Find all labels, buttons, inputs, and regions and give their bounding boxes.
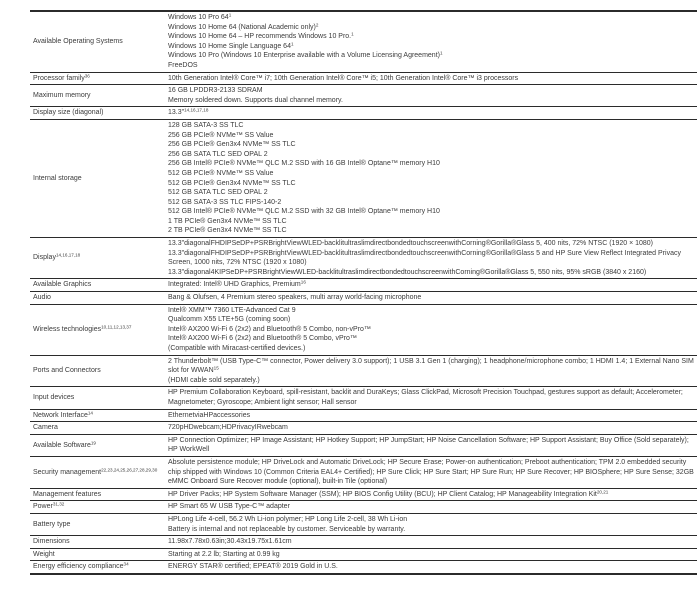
spec-label: Internal storage (33, 174, 82, 182)
spec-value-line: 1 TB PCIe® Gen3x4 NVMe™ SS TLC (168, 217, 287, 225)
spec-value-line: HP Connection Optimizer; HP Image Assistant; HP Hotkey Support; HP JumpStart; HP Noise Cancellation Software; HP Support Assistant; Buy Office (Sold separately); HP WorkWell (168, 436, 689, 454)
spec-value-line: 256 GB PCIe® NVMe™ SS Value (168, 131, 274, 139)
spec-value-line: Integrated: Intel® UHD Graphics, Premium$^{16}$ (168, 279, 306, 289)
footnote-superscript: 19 (90, 440, 96, 446)
spec-label: Audio (33, 294, 51, 302)
spec-row (30, 291, 697, 304)
spec-row (30, 409, 697, 422)
spec-row (30, 560, 697, 573)
spec-value-line: 13.3"$^{14,16,17,18}$ (168, 107, 209, 117)
spec-value-line: HP Premium Collaboration Keyboard, spill-resistant, backlit and DuraKeys; Glass ClickPad, Microsoft Precision Touchpad, gestures support as default; Accelerometer; Magnetometer; Gyroscope; Ambient light sensor; Hall sensor (168, 389, 683, 406)
footnote-superscript: 16 (300, 279, 306, 285)
spec-label: Camera (33, 424, 58, 432)
spec-value-line: Bang & Olufsen, 4 Premium stereo speakers, multi array world-facing microphone (168, 294, 422, 302)
spec-value-line: 256 GB Intel® PCIe® NVMe™ QLC M.2 SSD with 16 GB Intel® Optane™ memory H10 (168, 160, 440, 168)
spec-label: Ports and Connectors (33, 367, 101, 375)
spec-value-line: HPLong Life 4-cell, 56.2 Wh Li-ion polymer; HP Long Life 2-cell, 38 Wh Li-ion (168, 515, 408, 523)
footnote-superscript: 1 (439, 50, 443, 56)
spec-label: Available Operating Systems (33, 37, 123, 45)
spec-label: Battery type (33, 520, 71, 528)
spec-value-line: 512 GB PCIe® Gen3x4 NVMe™ SS TLC (168, 179, 296, 187)
footnote-superscript: 1 (228, 12, 232, 18)
footnote-superscript: 20,21 (596, 489, 609, 495)
spec-value-line: Intel® XMM™ 7360 LTE-Advanced Cat 9 (168, 306, 296, 314)
spec-row (30, 278, 697, 291)
spec-value-line: Starting at 2.2 lb; Starting at 0.99 kg (168, 550, 280, 558)
spec-value-line: Windows 10 Home Single Language $64^1$ (168, 41, 294, 50)
spec-value-line: Windows 10 Pro (Windows 10 Enterprise available with a Volume Licensing Agreement)$^1$ (168, 50, 443, 60)
footnote-superscript: 14 (87, 410, 93, 416)
spec-values (168, 490, 697, 500)
spec-value-line: (Compatible with Miracast-certified devices.) (168, 345, 306, 352)
spec-values (168, 306, 697, 354)
footnote-superscript: 1 (351, 31, 354, 37)
spec-row (30, 355, 697, 387)
spec-value-line: HP Driver Packs; HP System Software Manager (SSM); HP BIOS Config Utility (BCU); HP Client Catalog; HP Manageability Integration Kit$^{20,21}$ (168, 489, 609, 498)
spec-label: Network Interface$^{14}$ (33, 410, 93, 419)
spec-values (168, 293, 697, 303)
footnote-superscript: 34 (123, 561, 129, 567)
spec-row (30, 488, 697, 501)
spec-value-line: EthernetviaHPaccessories (168, 411, 251, 419)
spec-value-line: 2 TB PCIe® Gen3x4 NVMe™ SS TLC (168, 227, 287, 235)
spec-row (30, 513, 697, 535)
spec-row (30, 304, 697, 355)
spec-values (168, 458, 697, 487)
spec-value-line: 2 Thunderbolt™ (USB Type-C™ connector, Power delivery 3.0 support); 1 USB 3.1 Gen 1 (charging); 1 headphone/microphone combo; 1 HDMI 1.4; 1 External Nano SIM slot for WWAN$^{15}$ (168, 357, 694, 375)
spec-table (30, 10, 697, 575)
spec-values (168, 388, 697, 407)
spec-label: Available Software$^{19}$ (33, 440, 96, 449)
spec-value-line: Intel® AX200 Wi-Fi 6 (2x2) and Bluetooth® 5 Combo, vPro™ (168, 335, 357, 343)
spec-value-line: 11.98x7.78x0.63in;30.43x19.75x1.61cm (168, 538, 292, 546)
spec-label: Dimensions (33, 538, 70, 546)
spec-value-line: HP Smart 65 W USB Type-C™ adapter (168, 503, 290, 511)
spec-values (168, 502, 697, 512)
spec-value-line: (HDMI cable sold separately.) (168, 376, 260, 384)
spec-values (168, 515, 697, 534)
spec-label: Processor family$^{36}$ (33, 73, 90, 82)
spec-label: Energy efficiency compliance$^{34}$ (33, 561, 129, 571)
spec-values (168, 550, 697, 560)
spec-values (168, 423, 697, 433)
spec-row (30, 12, 697, 72)
spec-value-line: FreeDOS (168, 61, 198, 69)
spec-value-line: 13.3"diagonalFHDIPSeDP+PSRBrightViewWLED-backlitultraslimdirectbondedtouchscreenwithCorning®Gorilla®Glass 5 and HP Sure View Reflect Integrated Privacy Screen, 1000 nits, 72% NTSC (1920 x 1080) (168, 249, 681, 267)
spec-values (168, 86, 697, 105)
spec-values (168, 436, 697, 455)
footnote-superscript: 15 (213, 365, 219, 371)
spec-row (30, 456, 697, 488)
spec-value-line: Intel® AX200 Wi-Fi 6 (2x2) and Bluetooth® 5 Combo, non-vPro™ (168, 325, 371, 333)
footnote-superscript: 1 (290, 41, 294, 47)
spec-row (30, 500, 697, 513)
spec-row (30, 84, 697, 106)
spec-value-line: ENERGY STAR® certified; EPEAT® 2019 Gold in U.S. (168, 563, 338, 571)
footnote-superscript: 2 (315, 22, 319, 28)
spec-value-line: Qualcomm X55 LTE+5G (coming soon) (168, 316, 291, 324)
spec-label: Input devices (33, 394, 75, 402)
spec-value-line: Battery is internal and not replaceable by customer. Serviceable by warranty. (168, 525, 406, 533)
spec-value-line: 16 GB LPDDR3-2133 SDRAM (168, 87, 263, 95)
spec-value-line: 512 GB SATA-3 SS TLC FIPS-140-2 (168, 198, 282, 206)
spec-row (30, 548, 697, 561)
spec-values (168, 411, 697, 421)
spec-row (30, 237, 697, 278)
spec-value-line: 512 GB PCIe® NVMe™ SS Value (168, 169, 274, 177)
spec-value-line: 13.3"diagonal4KIPSeDP+PSRBrightViewWLED-backlitultraslimdirectbondedtouchscreenwithCorning®Gorilla®Glass 5, 550 nits, 95% sRGB (3840 x 2160) (168, 268, 647, 276)
spec-values (168, 357, 697, 386)
spec-value-line: Memory soldered down. Supports dual channel memory. (168, 96, 343, 104)
spec-value-line: 256 GB PCIe® Gen3x4 NVMe™ SS TLC (168, 141, 296, 149)
spec-row (30, 535, 697, 548)
spec-row (30, 386, 697, 408)
footnote-superscript: 31,32 (52, 501, 65, 507)
spec-label: Management features (33, 490, 102, 498)
spec-values (168, 13, 697, 71)
spec-value-line: 13.3"diagonalFHDIPSeDP+PSRBrightViewWLED-backlitultraslimdirectbondedtouchscreenwithCorning®Gorilla®Glass 5, 400 nits, 72% NTSC (1920 × 1080) (168, 240, 654, 248)
spec-values (168, 108, 697, 118)
spec-row (30, 434, 697, 456)
spec-row (30, 106, 697, 119)
spec-label: Display$^{14,16,17,18}$ (33, 252, 81, 262)
spec-label: Maximum memory (33, 91, 91, 99)
spec-values (168, 562, 697, 572)
footnote-superscript: 14,16,17,18 (184, 107, 209, 113)
spec-values (168, 537, 697, 547)
spec-value-line: 512 GB SATA TLC SED OPAL 2 (168, 189, 268, 197)
spec-row (30, 72, 697, 85)
spec-label: Display size (diagonal) (33, 109, 104, 117)
footnote-superscript: 36 (84, 73, 90, 79)
footnote-superscript: 22,23,24,25,26,27,28,29,30 (101, 467, 158, 473)
spec-values (168, 239, 697, 277)
spec-values (168, 280, 697, 290)
spec-value-line: Windows 10 Home 64 – HP recommends Windows 10 Pro.$^1$ (168, 31, 354, 41)
spec-value-line: 720pHDwebcam;HDPrivacyIRwebcam (168, 424, 288, 432)
spec-label: Available Graphics (33, 281, 92, 289)
spec-value-line: 256 GB SATA TLC SED OPAL 2 (168, 150, 268, 158)
spec-value-line: Absolute persistence module; HP DriveLock and Automatic DriveLock; HP Secure Erase; Power-on authentication; Preboot authentication; TPM 2.0 embedded security chip shipped with Windows 10 (Common Criteria EAL4+ Certified); HP Sure Click; HP Sure Start; HP Sure Run; HP Sure Recover; HP BIOSphere; HP Sure Sense; 32GB eMMC Onboard Sure Recover module (optional), built-in Tile (optional) (168, 458, 694, 486)
spec-row (30, 119, 697, 237)
spec-value-line: Windows 10 Pro $64^1$ (168, 12, 232, 21)
spec-label: Wireless technologies$^{10,11,12,13,37}$ (33, 324, 132, 333)
footnote-superscript: 10,11,12,13,37 (101, 324, 132, 330)
spec-values (168, 74, 697, 84)
spec-values (168, 121, 697, 236)
spec-label: Power$^{31,32}$ (33, 501, 65, 511)
footnote-superscript: 14,16,17,18 (55, 252, 81, 258)
spec-value-line: Windows 10 Home 64 (National Academic only)$^2$ (168, 22, 319, 31)
spec-row (30, 421, 697, 434)
spec-value-line: 10th Generation Intel® Core™ i7; 10th Generation Intel® Core™ i5; 10th Generation Intel® Core™ i3 processors (168, 74, 519, 82)
spec-value-line: 512 GB Intel® PCIe® NVMe™ QLC M.2 SSD with 32 GB Intel® Optane™ memory H10 (168, 208, 440, 216)
spec-label: Security management$^{22,23,24,25,26,27,28,29,30}$ (33, 467, 158, 476)
spec-value-line: 128 GB SATA-3 SS TLC (168, 121, 244, 129)
spec-label: Weight (33, 550, 55, 558)
